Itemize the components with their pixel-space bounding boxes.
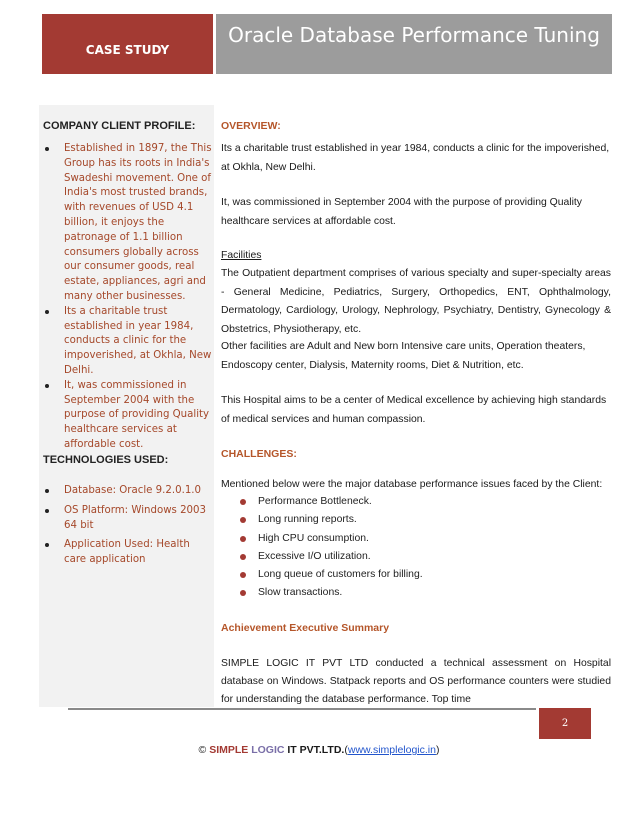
technologies-list: [43, 484, 213, 568]
brand-simple: SIMPLE: [209, 744, 249, 756]
challenges-list: [258, 493, 423, 603]
list-item: Established in 1897, the This Group has its roots in India's Swadeshi movement. One of India's most trusted brands, with revenues of USD 4.1 billion, it enjoys the patronage of 1.1 billion consumers globally across our consumer goods, real estate, appliances, agri and many other businesses.: [43, 142, 213, 305]
footer-divider: [68, 708, 536, 710]
challenges-heading: CHALLENGES:: [221, 448, 297, 460]
list-item: OS Platform: Windows 2003 64 bit: [43, 504, 213, 534]
challenges-intro: Mentioned below were the major database performance issues faced by the Client:: [221, 479, 603, 490]
list-item: Performance Bottleneck.: [258, 493, 423, 511]
list-item: Its a charitable trust established in year 1984, conducts a clinic for the impoverished, at Okhla, New Delhi.: [43, 305, 213, 379]
achievement-heading: Achievement Executive Summary: [221, 622, 390, 634]
footer: [0, 744, 638, 756]
overview-paragraph-2: It, was commissioned in September 2004 with the purpose of providing Quality healthcare services at affordable cost.: [221, 197, 582, 227]
copyright-symbol: ©: [198, 744, 207, 756]
link-open-paren: (: [344, 744, 348, 756]
list-item: High CPU consumption.: [258, 530, 423, 548]
list-item: Excessive I/O utilization.: [258, 548, 423, 566]
technologies-heading: TECHNOLOGIES USED:: [43, 454, 169, 466]
list-item: Database: Oracle 9.2.0.1.0: [43, 484, 213, 499]
company-profile-heading: COMPANY CLIENT PROFILE:: [43, 120, 196, 132]
achievement-paragraph: SIMPLE LOGIC IT PVT LTD conducted a technical assessment on Hospital database on Windows. Statpack reports and OS performance counters were studied for understanding the database performance. Top time: [221, 658, 611, 706]
list-item: Long queue of customers for billing.: [258, 566, 423, 584]
facilities-paragraph-1: The Outpatient department comprises of various specialty and super-specialty areas - General Medicine, Pediatrics, Surgery, Orthopedics, ENT, Ophthalmology, Dermatology, Cardiology, Urology, Nephrology, Psychiatry, Dentistry, Gynecology & Obstetrics, Physiotherapy, etc.: [221, 268, 611, 335]
list-item: Application Used: Health care application: [43, 538, 213, 568]
facilities-heading: Facilities: [221, 250, 262, 261]
overview-paragraph-1: Its a charitable trust established in year 1984, conducts a clinic for the impoverished, at Okhla, New Delhi.: [221, 143, 610, 173]
hospital-paragraph: This Hospital aims to be a center of Medical excellence by achieving high standards of medical services and human compassion.: [221, 395, 607, 425]
company-profile-list: [43, 142, 213, 453]
overview-heading: OVERVIEW:: [221, 120, 281, 132]
case-study-label: CASE STUDY: [42, 14, 213, 74]
list-item: Long running reports.: [258, 511, 423, 529]
link-close-paren: ): [435, 744, 440, 756]
brand-rest: IT PVT.LTD.: [287, 744, 345, 756]
list-item: It, was commissioned in September 2004 with the purpose of providing Quality healthcare services at affordable cost.: [43, 379, 213, 453]
brand-logic: LOGIC: [251, 744, 285, 756]
page-number: 2: [539, 708, 591, 739]
document-title: Oracle Database Performance Tuning: [216, 14, 612, 74]
facilities-paragraph-2: Other facilities are Adult and New born Intensive care units, Operation theaters, Endoscopy center, Dialysis, Maternity rooms, Diet & Nutrition, etc.: [221, 341, 586, 371]
website-link[interactable]: www.simplelogic.in: [347, 744, 436, 756]
list-item: Slow transactions.: [258, 584, 423, 602]
